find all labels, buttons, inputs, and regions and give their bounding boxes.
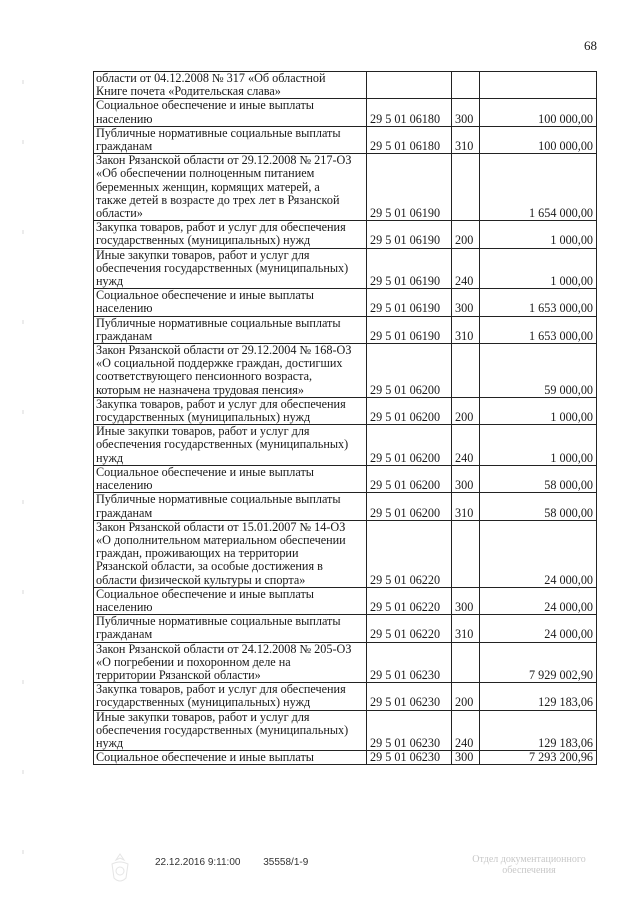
seal-icon (100, 850, 140, 890)
row-type-cell: 300 (452, 751, 480, 765)
row-amount-cell: 24 000,00 (480, 587, 597, 614)
department-watermark: Отдел документационного обеспечения (472, 854, 586, 876)
row-name-cell: Публичные нормативные социальные выплаты гражданам (94, 615, 367, 642)
row-code-cell: 29 5 01 06220 (367, 615, 452, 642)
row-name-cell: Публичные нормативные социальные выплаты гражданам (94, 126, 367, 153)
row-type-cell: 200 (452, 683, 480, 710)
row-name-cell: Закон Рязанской области от 29.12.2008 № 217-ОЗ «Об обеспечении полноценным питанием беременных женщин, кормящих матерей, а также детей в возрасте до трех лет в Рязанской области» (94, 154, 367, 221)
row-amount-cell: 1 000,00 (480, 397, 597, 424)
row-type-cell: 240 (452, 425, 480, 466)
table-row (94, 751, 597, 765)
row-code-cell: 29 5 01 06200 (367, 425, 452, 466)
row-code-cell: 29 5 01 06230 (367, 683, 452, 710)
table-row (94, 493, 597, 520)
row-type-cell: 240 (452, 710, 480, 751)
row-name-cell: Публичные нормативные социальные выплаты гражданам (94, 493, 367, 520)
row-name-cell: Социальное обеспечение и иные выплаты населению (94, 99, 367, 126)
row-code-cell: 29 5 01 06220 (367, 520, 452, 587)
row-name-cell: Закупка товаров, работ и услуг для обеспечения государственных (муниципальных) нужд (94, 221, 367, 248)
row-type-cell: 200 (452, 221, 480, 248)
row-name-cell: Социальное обеспечение и иные выплаты (94, 751, 367, 765)
row-name-cell: Закон Рязанской области от 24.12.2008 № 205-ОЗ «О погребении и похоронном деле на территории Рязанской области» (94, 642, 367, 683)
row-type-cell: 300 (452, 465, 480, 492)
table-row (94, 425, 597, 466)
footer-doc-id: 35558/1-9 (263, 857, 309, 868)
row-amount-cell: 7 293 200,96 (480, 751, 597, 765)
seal-watermark (100, 850, 140, 890)
row-code-cell: 29 5 01 06200 (367, 465, 452, 492)
table-row (94, 289, 597, 316)
row-amount-cell: 1 000,00 (480, 425, 597, 466)
table-row (94, 465, 597, 492)
row-name-cell: Иные закупки товаров, работ и услуг для обеспечения государственных (муниципальных) нужд (94, 710, 367, 751)
row-amount-cell: 24 000,00 (480, 520, 597, 587)
row-code-cell: 29 5 01 06200 (367, 493, 452, 520)
row-amount-cell: 129 183,06 (480, 683, 597, 710)
row-name-cell: Закон Рязанской области от 29.12.2004 № 168-ОЗ «О социальной поддержке граждан, достигших соответствующего пенсионного возраста, которым не назначена трудовая пенсия» (94, 344, 367, 398)
row-amount-cell: 129 183,06 (480, 710, 597, 751)
row-type-cell (452, 642, 480, 683)
row-type-cell (452, 72, 480, 99)
row-name-cell: Закупка товаров, работ и услуг для обеспечения государственных (муниципальных) нужд (94, 397, 367, 424)
table-row (94, 154, 597, 221)
row-type-cell (452, 154, 480, 221)
table-row (94, 99, 597, 126)
row-amount-cell: 24 000,00 (480, 615, 597, 642)
row-amount-cell: 7 929 002,90 (480, 642, 597, 683)
row-name-cell: Социальное обеспечение и иные выплаты населению (94, 587, 367, 614)
row-code-cell: 29 5 01 06230 (367, 751, 452, 765)
row-amount-cell: 1 654 000,00 (480, 154, 597, 221)
row-name-cell: Иные закупки товаров, работ и услуг для обеспечения государственных (муниципальных) нужд (94, 425, 367, 466)
row-amount-cell: 59 000,00 (480, 344, 597, 398)
row-type-cell (452, 520, 480, 587)
table-row (94, 221, 597, 248)
row-type-cell: 310 (452, 615, 480, 642)
left-margin-marks (22, 80, 24, 860)
row-name-cell: Публичные нормативные социальные выплаты гражданам (94, 316, 367, 343)
row-amount-cell: 1 653 000,00 (480, 289, 597, 316)
row-code-cell: 29 5 01 06190 (367, 248, 452, 289)
row-name-cell: Иные закупки товаров, работ и услуг для обеспечения государственных (муниципальных) нужд (94, 248, 367, 289)
row-code-cell: 29 5 01 06200 (367, 344, 452, 398)
row-amount-cell: 1 000,00 (480, 221, 597, 248)
row-type-cell: 200 (452, 397, 480, 424)
table-row (94, 683, 597, 710)
row-type-cell: 310 (452, 316, 480, 343)
row-amount-cell: 100 000,00 (480, 126, 597, 153)
row-code-cell: 29 5 01 06190 (367, 154, 452, 221)
row-code-cell: 29 5 01 06200 (367, 397, 452, 424)
footer-stamp (155, 857, 328, 868)
row-code-cell: 29 5 01 06190 (367, 221, 452, 248)
row-type-cell: 310 (452, 493, 480, 520)
row-code-cell: 29 5 01 06230 (367, 642, 452, 683)
page-number: 68 (584, 38, 597, 53)
row-type-cell: 240 (452, 248, 480, 289)
row-name-cell: Социальное обеспечение и иные выплаты населению (94, 289, 367, 316)
table-row (94, 344, 597, 398)
row-amount-cell: 100 000,00 (480, 99, 597, 126)
row-type-cell: 300 (452, 587, 480, 614)
row-amount-cell: 58 000,00 (480, 465, 597, 492)
table-row (94, 126, 597, 153)
row-code-cell: 29 5 01 06190 (367, 316, 452, 343)
table-row (94, 710, 597, 751)
row-type-cell: 310 (452, 126, 480, 153)
row-name-cell: Закупка товаров, работ и услуг для обеспечения государственных (муниципальных) нужд (94, 683, 367, 710)
budget-table (93, 71, 597, 765)
row-code-cell: 29 5 01 06180 (367, 99, 452, 126)
table-row (94, 397, 597, 424)
row-amount-cell (480, 72, 597, 99)
table-row (94, 248, 597, 289)
budget-table-body (94, 72, 597, 765)
row-type-cell: 300 (452, 289, 480, 316)
table-row (94, 72, 597, 99)
row-name-cell: области от 04.12.2008 № 317 «Об областной Книге почета «Родительская слава» (94, 72, 367, 99)
table-row (94, 642, 597, 683)
table-row (94, 520, 597, 587)
row-code-cell: 29 5 01 06190 (367, 289, 452, 316)
row-type-cell: 300 (452, 99, 480, 126)
row-name-cell: Закон Рязанской области от 15.01.2007 № 14-ОЗ «О дополнительном материальном обеспечении граждан, проживающих на территории Рязанской области, за особые достижения в области физической культуры и спорта» (94, 520, 367, 587)
row-code-cell: 29 5 01 06180 (367, 126, 452, 153)
row-code-cell: 29 5 01 06220 (367, 587, 452, 614)
footer-timestamp: 22.12.2016 9:11:00 (155, 857, 241, 868)
row-name-cell: Социальное обеспечение и иные выплаты населению (94, 465, 367, 492)
row-type-cell (452, 344, 480, 398)
table-row (94, 615, 597, 642)
row-code-cell (367, 72, 452, 99)
row-amount-cell: 58 000,00 (480, 493, 597, 520)
row-code-cell: 29 5 01 06230 (367, 710, 452, 751)
margin-tick-marks (22, 80, 24, 860)
row-amount-cell: 1 000,00 (480, 248, 597, 289)
table-row (94, 316, 597, 343)
row-amount-cell: 1 653 000,00 (480, 316, 597, 343)
table-row (94, 587, 597, 614)
